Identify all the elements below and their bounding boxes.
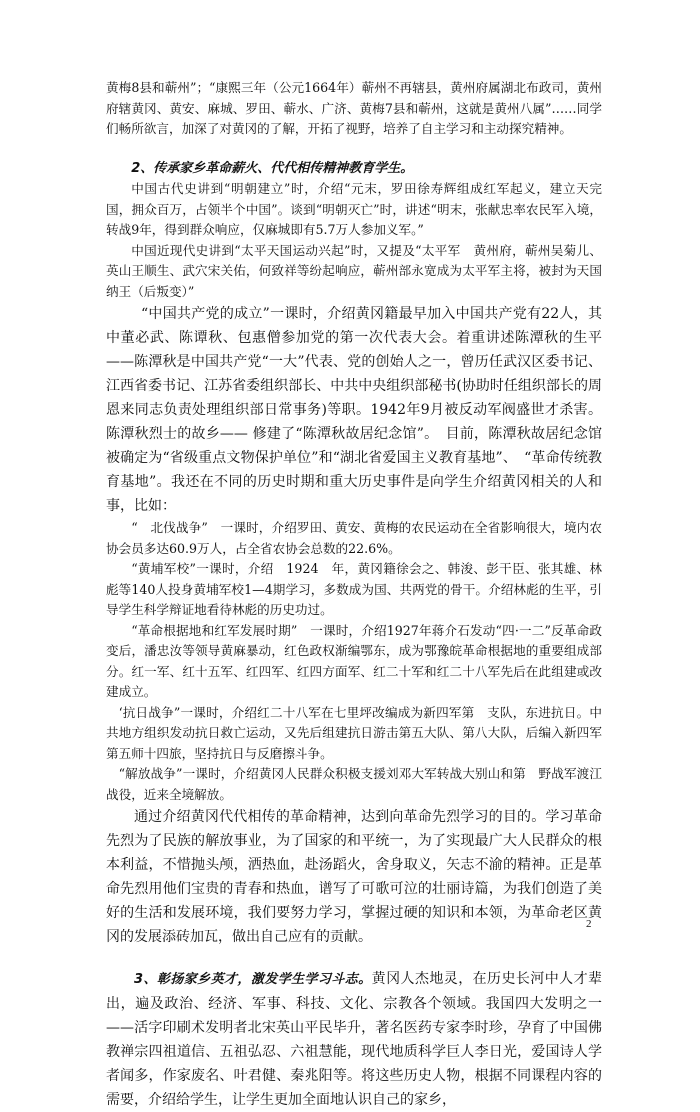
paragraph-talents: 黄冈人杰地灵，在历史长河中人才辈出，遍及政治、经济、军事、科技、文化、宗教各个领域。我国四大发明之一——活字印刷术发明者北宋英山平民毕升，著名医药专家李时珍，孕育了中国佛教禅宗四祖道信、五祖弘忍、六祖慧能，现代地质科学巨人李日光，爱国诗人学者闻多，作家废名、叶君健、秦兆阳等。将这些历史人物，根据不同课程内容的需要，介绍给学生，让学生更加全面地认识自己的家乡， <box>106 971 603 1108</box>
section-heading-revolution: 2、传承家乡革命薪火、代代相传精神教育学生。 <box>131 160 414 176</box>
section-heading-talents: 3、彰扬家乡英才，激发学生学习斗志。 <box>134 972 372 987</box>
paragraph-northern-expedition: “ 北伐战争” 一课时，介绍罗田、黄安、黄梅的农民运动在全省影响很大，境内农协会员多达60.9万人，占全省农协会总数的22.6%。 <box>106 520 602 556</box>
paragraph-anti-japanese-war: ‘抗日战争”一课时，介绍红二十八军在七里坪改编成为新四军第 支队，东进抗日。中共地方组织发动抗日救亡运动，又先后组建抗日游击第五大队、第八大队，后编入新四军第五师十四旅，坚持抗日与反磨擦斗争。 <box>106 704 602 761</box>
paragraph-ancient-history: 中国古代史讲到“明朝建立”时，介绍“元末，罗田徐寿辉组成红军起义，建立天完国，拥众百万，占领半个中国”。谈到“明朝灭亡”时，讲述“明末，张献忠率农民军入境，转战9年，得到群众响应，仅麻城即有5.7万人参加义军。” <box>106 181 602 237</box>
paragraph-whampoa: “黄埔军校”一课时，介绍 1924 年，黄冈籍徐会之、韩浚、彭干臣、张其雄、林彪等140人投身黄埔军校1—4期学习，多数成为国、共两党的骨干。介绍林彪的生平，引导学生科学辩证地看待林彪的历史功过。 <box>106 561 602 617</box>
paragraph-communist-party: “中国共产党的成立”一课时，介绍黄冈籍最早加入中国共产党有22人，其中董必武、陈谭秋、包惠僧参加党的第一次代表大会。着重讲述陈潭秋的生平——陈潭秋是中国共产党“一大”代表、党的创始人之一，曾历任武汉区委书记、江西省委书记、江苏省委组织部长、中共中央组织部秘书(协助时任组织部长的周恩来同志负责处理组织部日常事务)等职。1942年9月被反动军阀盛世才杀害。陈潭秋烈士的故乡—— 修建了“陈潭秋故居纪念馆”。 目前，陈潭秋故居纪念馆被确定为“省级重点文物保护单位”和“湖北省爱国主义教育基地”、 “革命传统教育基地”。我还在不同的历史时期和重大历史事件是向学生介绍黄冈相关的人和事，比如： <box>106 306 602 514</box>
paragraph-red-army: “革命根据地和红军发展时期” 一课时，介绍1927年蒋介石发动“四·一二”反革命政变后，潘忠汝等领导黄麻暴动，红色政权渐编鄂东，成为鄂豫皖革命根据地的重要组成部分。红一军、红十五军、红四军、红四方面军、红二十军和红二十八军先后在此组建或改建成立。 <box>106 622 602 699</box>
paragraph-taiping: 中国近现代史讲到“太平天国运动兴起”时，又提及“太平军 黄州府，蕲州吴菊儿、英山王顺生、武穴宋关佑，何致祥等纷起响应，蕲州部永宽成为太平军主将，被封为天国纳王（后叛变）” <box>106 242 602 299</box>
paragraph-liberation-war: “解放战争”一课时，介绍黄冈人民群众积极支援刘邓大军转战大别山和第 野战军渡江战役，近来全境解放。 <box>106 766 602 802</box>
document-body <box>106 78 602 1112</box>
page-number: 2 <box>586 918 592 930</box>
paragraph-revolutionary-spirit: 通过介绍黄冈代代相传的革命精神，达到向革命先烈学习的目的。学习革命先烈为了民族的解放事业，为了国家的和平统一，为了实现最广大人民群众的根本利益，不惜抛头颅，洒热血，赴汤蹈火，舍身取义，矢志不渝的精神。正是革命先烈用他们宝贵的青春和热血，谱写了可歌可泣的壮丽诗篇，为我们创造了美好的生活和发展环境，我们要努力学习，掌握过硬的知识和本领，为革命老区黄冈的发展添砖加瓦，做出自己应有的贡献。 <box>106 809 602 945</box>
paragraph-prefecture-history: 黄梅8县和蕲州”；“康熙三年（公元1664年）蕲州不再辖县，黄州府属湖北布政司，黄州府辖黄冈、黄安、麻城、罗田、蕲水、广济、黄梅7县和蕲州，这就是黄州八属”……同学们畅所欲言，加深了对黄冈的了解，开拓了视野，培养了自主学习和主动探究精神。 <box>106 80 602 136</box>
